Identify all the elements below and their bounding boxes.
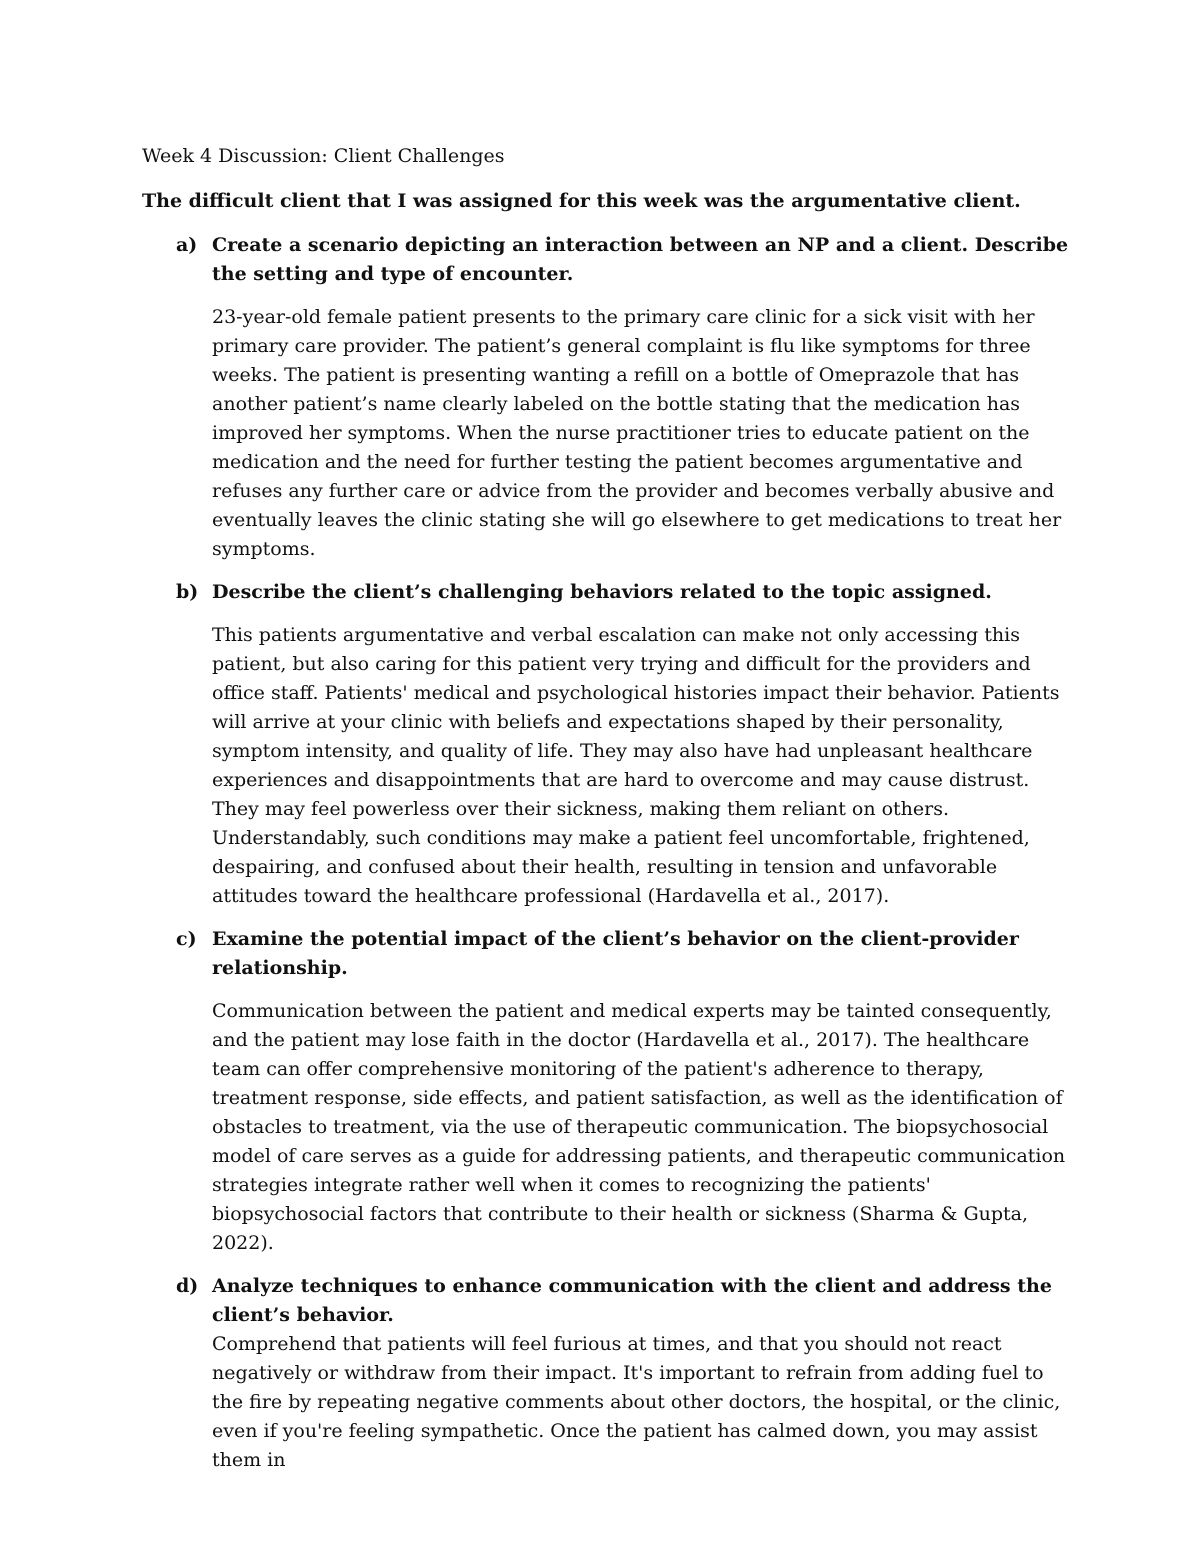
document-title: Week 4 Discussion: Client Challenges xyxy=(142,145,505,167)
item-question: Examine the potential impact of the client’s behavior on the client-provider relationship. xyxy=(212,928,1019,979)
question-item-a xyxy=(142,231,1072,564)
intro-statement: The difficult client that I was assigned for this week was the argumentative client. xyxy=(142,190,1021,212)
item-answer: This patients argumentative and verbal escalation can make not only accessing this patient, but also caring for this patient very trying and difficult for the providers and office staff. Patients' medical and psychological histories impact their behavior. Patients will arrive at your clinic with beliefs and expectations shaped by their personality, symptom intensity, and quality of life. They may also have had unpleasant healthcare experiences and disappointments that are hard to overcome and may cause distrust. They may feel powerless over their sickness, making them reliant on others. Understandably, such conditions may make a patient feel uncomfortable, frightened, despairing, and confused about their health, resulting in tension and unfavorable attitudes toward the healthcare professional (Hardavella et al., 2017). xyxy=(212,624,1060,907)
question-item-d xyxy=(142,1272,1072,1475)
item-letter: a) xyxy=(176,234,198,256)
item-letter: b) xyxy=(176,581,199,603)
document-body xyxy=(142,142,1072,1489)
item-question: Create a scenario depicting an interaction between an NP and a client. Describe the setting and type of encounter. xyxy=(212,234,1069,285)
item-question: Analyze techniques to enhance communication with the client and address the client’s behavior. xyxy=(212,1275,1052,1326)
item-letter: d) xyxy=(176,1275,199,1297)
item-letter: c) xyxy=(176,928,197,950)
item-answer: Comprehend that patients will feel furious at times, and that you should not react negatively or withdraw from their impact. It's important to refrain from adding fuel to the fire by repeating negative comments about other doctors, the hospital, or the clinic, even if you're feeling sympathetic. Once the patient has calmed down, you may assist them in xyxy=(212,1333,1061,1471)
item-question: Describe the client’s challenging behaviors related to the topic assigned. xyxy=(212,581,992,603)
item-answer: 23-year-old female patient presents to the primary care clinic for a sick visit with her primary care provider. The patient’s general complaint is flu like symptoms for three weeks. The patient is presenting wanting a refill on a bottle of Omeprazole that has another patient’s name clearly labeled on the bottle stating that the medication has improved her symptoms. When the nurse practitioner tries to educate patient on the medication and the need for further testing the patient becomes argumentative and refuses any further care or advice from the provider and becomes verbally abusive and eventually leaves the clinic stating she will go elsewhere to get medications to treat her symptoms. xyxy=(212,306,1062,560)
item-answer: Communication between the patient and medical experts may be tainted consequently, and the patient may lose faith in the doctor (Hardavella et al., 2017). The healthcare team can offer comprehensive monitoring of the patient's adherence to therapy, treatment response, side effects, and patient satisfaction, as well as the identification of obstacles to treatment, via the use of therapeutic communication. The biopsychosocial model of care serves as a guide for addressing patients, and therapeutic communication strategies integrate rather well when it comes to recognizing the patients' biopsychosocial factors that contribute to their health or sickness (Sharma & Gupta, 2022). xyxy=(212,1000,1066,1254)
question-item-b xyxy=(142,578,1072,911)
question-item-c xyxy=(142,925,1072,1258)
